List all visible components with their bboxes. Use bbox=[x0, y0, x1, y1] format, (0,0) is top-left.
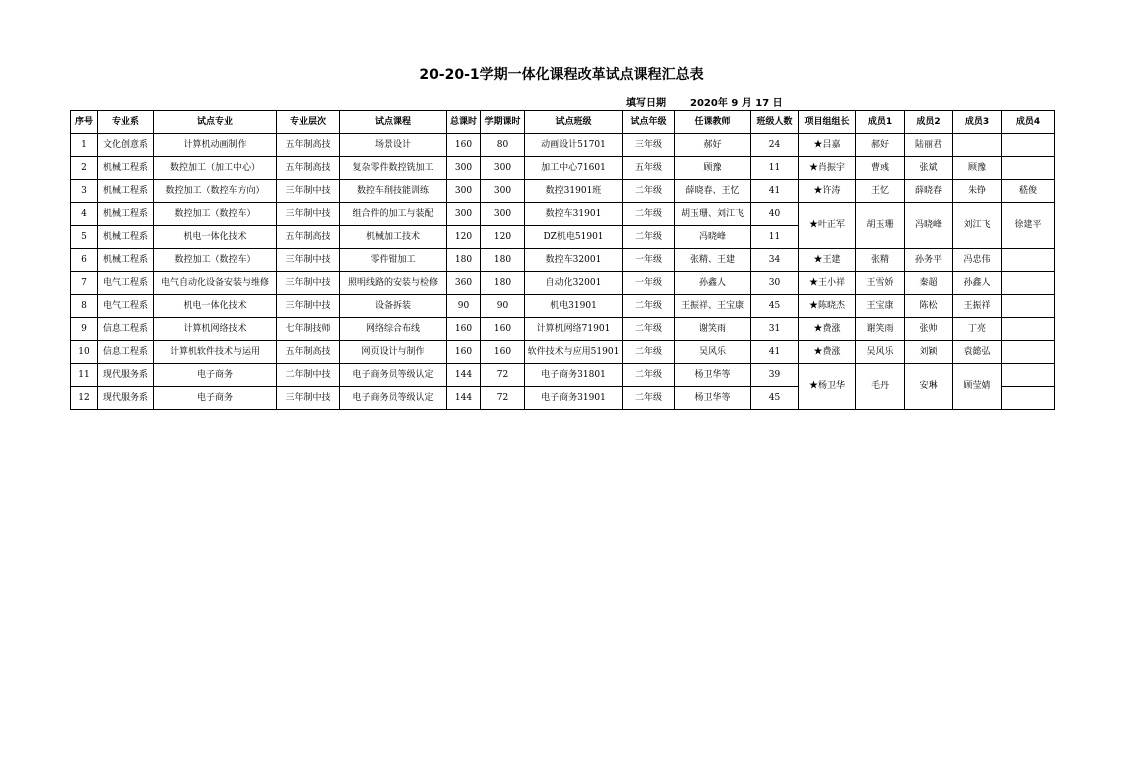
cell-course: 数控车削技能训练 bbox=[340, 180, 447, 203]
cell-level: 三年制中技 bbox=[277, 203, 340, 226]
cell-level: 三年制中技 bbox=[277, 295, 340, 318]
cell-major: 电子商务 bbox=[154, 387, 277, 410]
cell-class: 软件技术与应用51901 bbox=[525, 341, 623, 364]
cell-member2: 陈松 bbox=[905, 295, 953, 318]
cell-dept: 机械工程系 bbox=[98, 180, 154, 203]
cell-term: 72 bbox=[481, 387, 525, 410]
cell-major: 计算机动画制作 bbox=[154, 134, 277, 157]
cell-major: 数控加工（加工中心） bbox=[154, 157, 277, 180]
cell-class: 计算机网络71901 bbox=[525, 318, 623, 341]
cell-dept: 信息工程系 bbox=[98, 318, 154, 341]
cell-dept: 文化创意系 bbox=[98, 134, 154, 157]
cell-member4 bbox=[1002, 157, 1055, 180]
cell-major: 电子商务 bbox=[154, 364, 277, 387]
cell-member4 bbox=[1002, 295, 1055, 318]
cell-class: 数控车32001 bbox=[525, 249, 623, 272]
cell-level: 五年制高技 bbox=[277, 341, 340, 364]
table-row bbox=[71, 341, 1055, 364]
cell-member1: 吴风乐 bbox=[856, 341, 905, 364]
cell-member4: 嵇俊 bbox=[1002, 180, 1055, 203]
cell-no: 11 bbox=[71, 364, 98, 387]
cell-dept: 电气工程系 bbox=[98, 272, 154, 295]
table-row bbox=[71, 318, 1055, 341]
cell-teacher: 冯晓峰 bbox=[675, 226, 751, 249]
table-row bbox=[71, 180, 1055, 203]
table-row bbox=[71, 272, 1055, 295]
cell-count: 41 bbox=[751, 180, 799, 203]
cell-grade: 二年级 bbox=[623, 341, 675, 364]
cell-no: 6 bbox=[71, 249, 98, 272]
cell-member2: 安琳 bbox=[905, 364, 953, 410]
cell-level: 七年制技师 bbox=[277, 318, 340, 341]
header-cell: 专业系 bbox=[98, 111, 154, 134]
cell-grade: 二年级 bbox=[623, 226, 675, 249]
cell-member3: 顾莹婧 bbox=[953, 364, 1002, 410]
cell-count: 24 bbox=[751, 134, 799, 157]
cell-member2: 张帅 bbox=[905, 318, 953, 341]
cell-course: 网络综合布线 bbox=[340, 318, 447, 341]
cell-count: 11 bbox=[751, 226, 799, 249]
header-cell: 成员4 bbox=[1002, 111, 1055, 134]
cell-member1: 郝好 bbox=[856, 134, 905, 157]
cell-course: 设备拆装 bbox=[340, 295, 447, 318]
cell-class: 机电31901 bbox=[525, 295, 623, 318]
cell-term: 160 bbox=[481, 318, 525, 341]
header-cell: 专业层次 bbox=[277, 111, 340, 134]
cell-major: 计算机网络技术 bbox=[154, 318, 277, 341]
cell-teacher: 吴风乐 bbox=[675, 341, 751, 364]
cell-member1: 王雪娇 bbox=[856, 272, 905, 295]
cell-course: 机械加工技术 bbox=[340, 226, 447, 249]
cell-member2: 刘颖 bbox=[905, 341, 953, 364]
cell-leader: ★吕嘉 bbox=[799, 134, 856, 157]
cell-no: 12 bbox=[71, 387, 98, 410]
cell-dept: 现代服务系 bbox=[98, 387, 154, 410]
header-cell: 成员1 bbox=[856, 111, 905, 134]
header-cell: 学期课时 bbox=[481, 111, 525, 134]
header-cell: 项目组组长 bbox=[799, 111, 856, 134]
header-cell: 试点年级 bbox=[623, 111, 675, 134]
cell-no: 3 bbox=[71, 180, 98, 203]
cell-leader: ★王建 bbox=[799, 249, 856, 272]
cell-course: 复杂零件数控铣加工 bbox=[340, 157, 447, 180]
cell-leader: ★费涨 bbox=[799, 318, 856, 341]
cell-member3: 刘江飞 bbox=[953, 203, 1002, 249]
cell-major: 数控加工（数控车） bbox=[154, 249, 277, 272]
cell-course: 组合件的加工与装配 bbox=[340, 203, 447, 226]
cell-no: 10 bbox=[71, 341, 98, 364]
cell-no: 1 bbox=[71, 134, 98, 157]
cell-grade: 一年级 bbox=[623, 249, 675, 272]
cell-count: 40 bbox=[751, 203, 799, 226]
cell-course: 电子商务员等级认定 bbox=[340, 364, 447, 387]
table-row bbox=[71, 134, 1055, 157]
cell-teacher: 杨卫华等 bbox=[675, 364, 751, 387]
cell-member4 bbox=[1002, 272, 1055, 295]
header-cell: 试点专业 bbox=[154, 111, 277, 134]
cell-member1: 毛丹 bbox=[856, 364, 905, 410]
cell-teacher: 郝好 bbox=[675, 134, 751, 157]
page-title: 20-20-1学期一体化课程改革试点课程汇总表 bbox=[419, 67, 704, 83]
cell-member3: 王振祥 bbox=[953, 295, 1002, 318]
cell-member3: 袁懿弘 bbox=[953, 341, 1002, 364]
cell-major: 机电一体化技术 bbox=[154, 295, 277, 318]
cell-course: 电子商务员等级认定 bbox=[340, 387, 447, 410]
cell-member2: 张斌 bbox=[905, 157, 953, 180]
cell-class: 数控车31901 bbox=[525, 203, 623, 226]
cell-level: 二年制中技 bbox=[277, 364, 340, 387]
cell-major: 计算机软件技术与运用 bbox=[154, 341, 277, 364]
cell-member4: 徐建平 bbox=[1002, 203, 1055, 249]
table-row bbox=[71, 364, 1055, 387]
cell-member4 bbox=[1002, 364, 1055, 387]
header-row bbox=[71, 111, 1055, 134]
cell-term: 300 bbox=[481, 180, 525, 203]
cell-member4 bbox=[1002, 318, 1055, 341]
cell-class: 加工中心71601 bbox=[525, 157, 623, 180]
cell-dept: 信息工程系 bbox=[98, 341, 154, 364]
cell-leader: ★陈晓杰 bbox=[799, 295, 856, 318]
cell-total: 160 bbox=[447, 318, 481, 341]
cell-no: 5 bbox=[71, 226, 98, 249]
cell-grade: 三年级 bbox=[623, 134, 675, 157]
cell-member3: 朱铮 bbox=[953, 180, 1002, 203]
cell-member2: 秦超 bbox=[905, 272, 953, 295]
cell-total: 160 bbox=[447, 134, 481, 157]
cell-level: 三年制中技 bbox=[277, 180, 340, 203]
cell-member4 bbox=[1002, 134, 1055, 157]
cell-no: 7 bbox=[71, 272, 98, 295]
cell-grade: 二年级 bbox=[623, 318, 675, 341]
cell-total: 300 bbox=[447, 180, 481, 203]
cell-term: 72 bbox=[481, 364, 525, 387]
cell-level: 三年制中技 bbox=[277, 249, 340, 272]
cell-teacher: 杨卫华等 bbox=[675, 387, 751, 410]
table-row bbox=[71, 295, 1055, 318]
cell-total: 160 bbox=[447, 341, 481, 364]
header-cell: 任课教师 bbox=[675, 111, 751, 134]
cell-member2: 薛晓春 bbox=[905, 180, 953, 203]
fill-date-label: 填写日期 bbox=[626, 98, 666, 109]
cell-member3: 孙鑫人 bbox=[953, 272, 1002, 295]
cell-term: 80 bbox=[481, 134, 525, 157]
cell-teacher: 张精、王建 bbox=[675, 249, 751, 272]
cell-grade: 二年级 bbox=[623, 364, 675, 387]
cell-major: 电气自动化设备安装与维修 bbox=[154, 272, 277, 295]
cell-class: 自动化32001 bbox=[525, 272, 623, 295]
header-cell: 总课时 bbox=[447, 111, 481, 134]
cell-total: 120 bbox=[447, 226, 481, 249]
cell-member3: 丁亮 bbox=[953, 318, 1002, 341]
cell-term: 90 bbox=[481, 295, 525, 318]
cell-term: 180 bbox=[481, 272, 525, 295]
cell-leader: ★叶正军 bbox=[799, 203, 856, 249]
cell-total: 300 bbox=[447, 157, 481, 180]
header-cell: 成员2 bbox=[905, 111, 953, 134]
header-cell: 试点课程 bbox=[340, 111, 447, 134]
cell-leader: ★费涨 bbox=[799, 341, 856, 364]
cell-major: 机电一体化技术 bbox=[154, 226, 277, 249]
cell-major: 数控加工（数控车） bbox=[154, 203, 277, 226]
cell-dept: 机械工程系 bbox=[98, 203, 154, 226]
cell-member1: 胡玉珊 bbox=[856, 203, 905, 249]
cell-leader: ★肖振宇 bbox=[799, 157, 856, 180]
cell-no: 8 bbox=[71, 295, 98, 318]
cell-term: 120 bbox=[481, 226, 525, 249]
cell-major: 数控加工（数控车方向） bbox=[154, 180, 277, 203]
cell-class: 电子商务31801 bbox=[525, 364, 623, 387]
cell-member1: 曹彧 bbox=[856, 157, 905, 180]
cell-member2: 冯晓峰 bbox=[905, 203, 953, 249]
cell-class: 数控31901班 bbox=[525, 180, 623, 203]
cell-member1: 张精 bbox=[856, 249, 905, 272]
cell-level: 三年制中技 bbox=[277, 272, 340, 295]
cell-total: 360 bbox=[447, 272, 481, 295]
cell-grade: 二年级 bbox=[623, 180, 675, 203]
cell-leader: ★杨卫华 bbox=[799, 364, 856, 410]
cell-member2: 陆丽君 bbox=[905, 134, 953, 157]
cell-no: 9 bbox=[71, 318, 98, 341]
cell-grade: 五年级 bbox=[623, 157, 675, 180]
cell-dept: 现代服务系 bbox=[98, 364, 154, 387]
cell-term: 180 bbox=[481, 249, 525, 272]
summary-table bbox=[70, 110, 1055, 410]
cell-member3 bbox=[953, 134, 1002, 157]
cell-member3: 顾豫 bbox=[953, 157, 1002, 180]
cell-no: 4 bbox=[71, 203, 98, 226]
cell-teacher: 顾豫 bbox=[675, 157, 751, 180]
cell-class: DZ机电51901 bbox=[525, 226, 623, 249]
cell-total: 90 bbox=[447, 295, 481, 318]
cell-count: 39 bbox=[751, 364, 799, 387]
fill-date-value: 2020年 9 月 17 日 bbox=[690, 98, 783, 109]
cell-total: 144 bbox=[447, 387, 481, 410]
header-cell: 试点班级 bbox=[525, 111, 623, 134]
cell-teacher: 薛晓春、王忆 bbox=[675, 180, 751, 203]
cell-member1: 谢笑雨 bbox=[856, 318, 905, 341]
cell-total: 144 bbox=[447, 364, 481, 387]
cell-teacher: 谢笑雨 bbox=[675, 318, 751, 341]
cell-grade: 二年级 bbox=[623, 387, 675, 410]
fill-date bbox=[626, 94, 796, 109]
cell-grade: 二年级 bbox=[623, 203, 675, 226]
cell-level: 三年制中技 bbox=[277, 387, 340, 410]
cell-dept: 机械工程系 bbox=[98, 157, 154, 180]
cell-leader: ★许涛 bbox=[799, 180, 856, 203]
cell-member2: 孙务平 bbox=[905, 249, 953, 272]
cell-grade: 一年级 bbox=[623, 272, 675, 295]
cell-count: 34 bbox=[751, 249, 799, 272]
cell-count: 45 bbox=[751, 387, 799, 410]
cell-level: 五年制高技 bbox=[277, 226, 340, 249]
cell-count: 45 bbox=[751, 295, 799, 318]
cell-count: 31 bbox=[751, 318, 799, 341]
cell-member4 bbox=[1002, 341, 1055, 364]
cell-member1: 王宝康 bbox=[856, 295, 905, 318]
header-cell: 成员3 bbox=[953, 111, 1002, 134]
header-cell: 班级人数 bbox=[751, 111, 799, 134]
cell-no: 2 bbox=[71, 157, 98, 180]
cell-term: 160 bbox=[481, 341, 525, 364]
cell-total: 180 bbox=[447, 249, 481, 272]
cell-member1: 王忆 bbox=[856, 180, 905, 203]
cell-class: 动画设计51701 bbox=[525, 134, 623, 157]
cell-teacher: 孙鑫人 bbox=[675, 272, 751, 295]
cell-term: 300 bbox=[481, 203, 525, 226]
cell-teacher: 胡玉珊、刘江飞 bbox=[675, 203, 751, 226]
cell-level: 五年制高技 bbox=[277, 134, 340, 157]
table-row bbox=[71, 203, 1055, 226]
cell-member4 bbox=[1002, 387, 1055, 410]
header-cell: 序号 bbox=[71, 111, 98, 134]
cell-leader: ★王小祥 bbox=[799, 272, 856, 295]
cell-level: 五年制高技 bbox=[277, 157, 340, 180]
cell-course: 零件钳加工 bbox=[340, 249, 447, 272]
cell-dept: 机械工程系 bbox=[98, 226, 154, 249]
cell-member3: 冯忠伟 bbox=[953, 249, 1002, 272]
cell-course: 网页设计与制作 bbox=[340, 341, 447, 364]
cell-total: 300 bbox=[447, 203, 481, 226]
cell-dept: 电气工程系 bbox=[98, 295, 154, 318]
cell-course: 场景设计 bbox=[340, 134, 447, 157]
cell-course: 照明线路的安装与检修 bbox=[340, 272, 447, 295]
cell-count: 41 bbox=[751, 341, 799, 364]
cell-grade: 二年级 bbox=[623, 295, 675, 318]
cell-term: 300 bbox=[481, 157, 525, 180]
cell-count: 30 bbox=[751, 272, 799, 295]
table-row bbox=[71, 157, 1055, 180]
cell-member4 bbox=[1002, 249, 1055, 272]
cell-count: 11 bbox=[751, 157, 799, 180]
cell-teacher: 王振祥、王宝康 bbox=[675, 295, 751, 318]
table-row bbox=[71, 249, 1055, 272]
cell-class: 电子商务31901 bbox=[525, 387, 623, 410]
cell-dept: 机械工程系 bbox=[98, 249, 154, 272]
